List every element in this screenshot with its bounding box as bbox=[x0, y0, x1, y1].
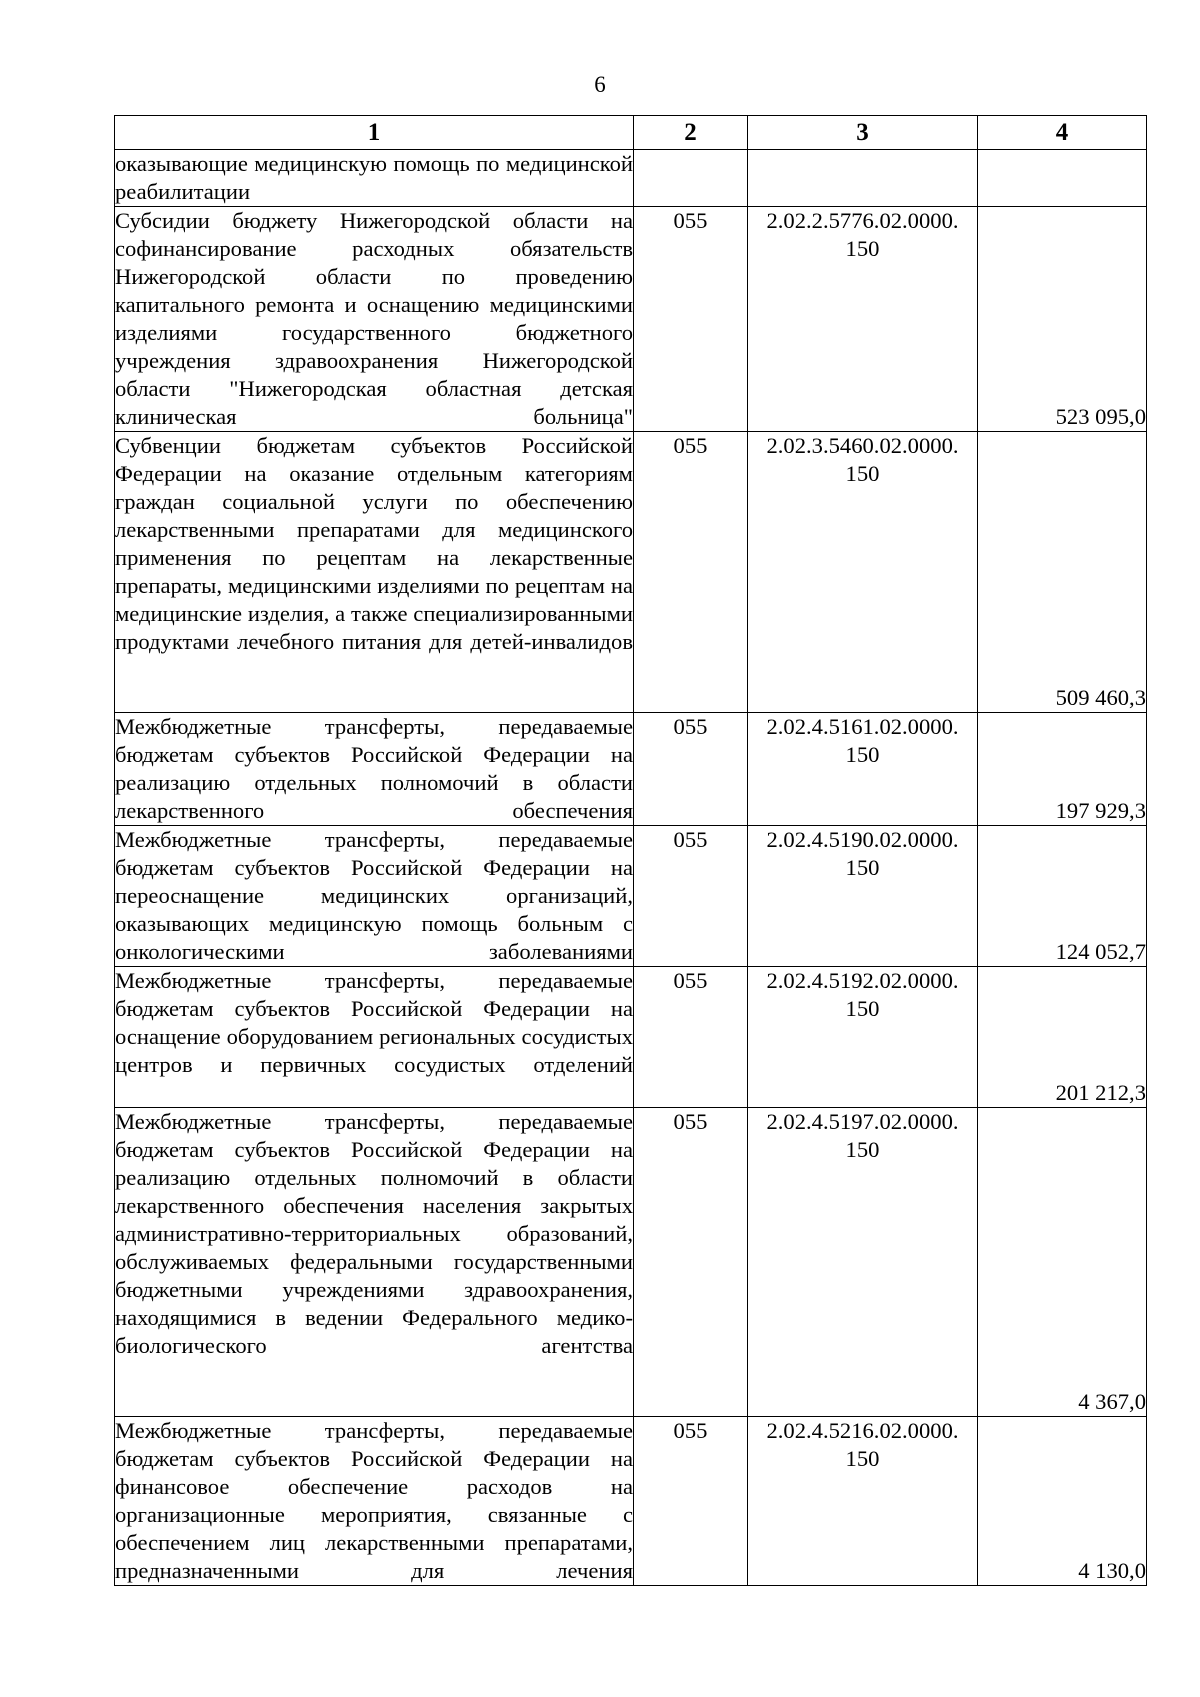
page-number: 6 bbox=[594, 72, 606, 97]
code-line: 2.02.2.5776.02.0000. bbox=[766, 208, 959, 233]
row-amount: 197 929,3 bbox=[978, 713, 1147, 826]
table-row bbox=[115, 1417, 1147, 1586]
table-row bbox=[115, 826, 1147, 967]
row-description: оказывающие медицинскую помощь по медицинской реабилитации bbox=[115, 150, 634, 207]
table-row bbox=[115, 207, 1147, 432]
row-classification-code bbox=[748, 432, 978, 713]
row-description: Межбюджетные трансферты, передаваемые бюджетам субъектов Российской Федерации на финансовое обеспечение расходов на организационные мероприятия, связанные с обеспечением лиц лекарственными препаратами, предназначенными для лечения bbox=[115, 1417, 634, 1586]
row-admin-code: 055 bbox=[634, 1108, 748, 1417]
code-line: 2.02.3.5460.02.0000. bbox=[766, 433, 959, 458]
row-description: Субвенции бюджетам субъектов Российской Федерации на оказание отдельным категориям граждан социальной услуги по обеспечению лекарственными препаратами для медицинского применения по рецептам на лекарственные препараты, медицинскими изделиями по рецептам на медицинские изделия, а также специализированными продуктами лечебного питания для детей-инвалидов bbox=[115, 432, 634, 713]
code-line: 150 bbox=[845, 996, 880, 1021]
row-classification-code bbox=[748, 150, 978, 207]
table-row bbox=[115, 713, 1147, 826]
row-description: Межбюджетные трансферты, передаваемые бюджетам субъектов Российской Федерации на переоснащение медицинских организаций, оказывающих медицинскую помощь больным с онкологическими заболеваниями bbox=[115, 826, 634, 967]
row-classification-code bbox=[748, 713, 978, 826]
row-classification-code bbox=[748, 1108, 978, 1417]
row-description: Межбюджетные трансферты, передаваемые бюджетам субъектов Российской Федерации на реализацию отдельных полномочий в области лекарственного обеспечения населения закрытых административно-территориальных образований, обслуживаемых федеральными государственными бюджетными учреждениями здравоохранения, находящимися в ведении Федерального медико-биологического агентства bbox=[115, 1108, 634, 1417]
table-row bbox=[115, 150, 1147, 207]
row-amount: 509 460,3 bbox=[978, 432, 1147, 713]
row-amount: 124 052,7 bbox=[978, 826, 1147, 967]
code-line: 2.02.4.5216.02.0000. bbox=[766, 1418, 959, 1443]
column-header-1: 1 bbox=[115, 116, 634, 150]
code-line: 2.02.4.5161.02.0000. bbox=[766, 714, 959, 739]
column-header-4: 4 bbox=[978, 116, 1147, 150]
row-classification-code bbox=[748, 826, 978, 967]
row-amount bbox=[978, 150, 1147, 207]
row-description: Межбюджетные трансферты, передаваемые бюджетам субъектов Российской Федерации на оснащение оборудованием региональных сосудистых центров и первичных сосудистых отделений bbox=[115, 967, 634, 1108]
row-amount: 4 367,0 bbox=[978, 1108, 1147, 1417]
row-admin-code: 055 bbox=[634, 432, 748, 713]
code-line: 150 bbox=[845, 1446, 880, 1471]
row-admin-code: 055 bbox=[634, 207, 748, 432]
row-classification-code bbox=[748, 207, 978, 432]
code-line: 150 bbox=[845, 742, 880, 767]
row-description: Субсидии бюджету Нижегородской области на софинансирование расходных обязательств Нижегородской области по проведению капитального ремонта и оснащению медицинскими изделиями государственного бюджетного учреждения здравоохранения Нижегородской области "Нижегородская областная детская клиническая больница" bbox=[115, 207, 634, 432]
code-line: 150 bbox=[845, 855, 880, 880]
table-row bbox=[115, 967, 1147, 1108]
code-line: 2.02.4.5190.02.0000. bbox=[766, 827, 959, 852]
row-admin-code: 055 bbox=[634, 713, 748, 826]
budget-table bbox=[114, 115, 1147, 1586]
row-classification-code bbox=[748, 967, 978, 1108]
code-line: 2.02.4.5192.02.0000. bbox=[766, 968, 959, 993]
table-header-row bbox=[115, 116, 1147, 150]
column-header-3: 3 bbox=[748, 116, 978, 150]
code-line: 2.02.4.5197.02.0000. bbox=[766, 1109, 959, 1134]
row-amount: 523 095,0 bbox=[978, 207, 1147, 432]
code-line: 150 bbox=[845, 236, 880, 261]
row-admin-code: 055 bbox=[634, 1417, 748, 1586]
row-description: Межбюджетные трансферты, передаваемые бюджетам субъектов Российской Федерации на реализацию отдельных полномочий в области лекарственного обеспечения bbox=[115, 713, 634, 826]
table-row bbox=[115, 432, 1147, 713]
row-admin-code: 055 bbox=[634, 826, 748, 967]
table-row bbox=[115, 1108, 1147, 1417]
row-classification-code bbox=[748, 1417, 978, 1586]
code-line: 150 bbox=[845, 1137, 880, 1162]
code-line: 150 bbox=[845, 461, 880, 486]
row-admin-code: 055 bbox=[634, 967, 748, 1108]
row-amount: 4 130,0 bbox=[978, 1417, 1147, 1586]
column-header-2: 2 bbox=[634, 116, 748, 150]
row-amount: 201 212,3 bbox=[978, 967, 1147, 1108]
row-admin-code bbox=[634, 150, 748, 207]
